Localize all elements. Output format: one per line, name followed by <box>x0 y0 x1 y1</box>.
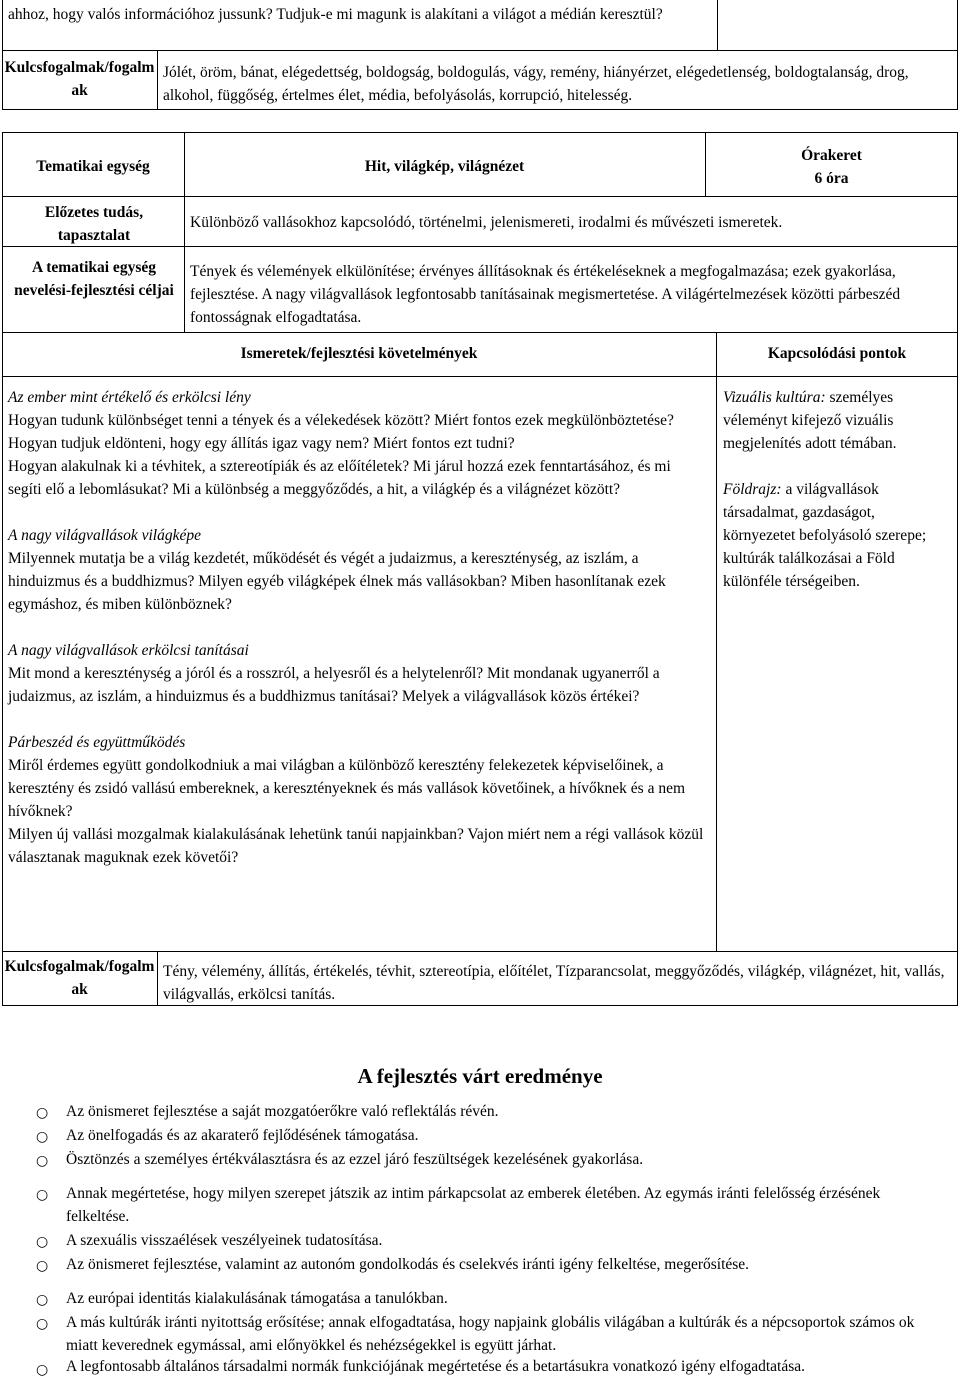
requirements-section <box>8 731 708 869</box>
link-subject: Vizuális kultúra: <box>723 389 826 406</box>
unit-title: Hit, világkép, világnézet <box>364 158 525 175</box>
top-table-vdivider <box>717 0 718 50</box>
top-keywords-label: Kulcsfogalmak/fogalmak <box>4 59 155 99</box>
unit-header-divider <box>2 196 958 197</box>
result-item: A szexuális visszaélések veszélyeinek tudatosítása. <box>66 1232 383 1249</box>
results-title: A fejlesztés várt eredménye <box>357 1064 603 1088</box>
unit-label: Tematikai egység <box>36 158 150 175</box>
section-paragraph: Miről érdemes együtt gondolkodniuk a mai világban a különböző keresztény felekezetek képviselőinek, a keresztény és zsidó vallású embereknek, a keresztényeknek és más vallások követőinek, a hívőknek és a nem hívőknek? <box>8 757 686 820</box>
section-title: A nagy világvallások világképe <box>8 527 201 544</box>
result-item: A más kultúrák iránti nyitottság erősítése; annak elfogadtatása, hogy napjaink globális világában a kultúrák és a népcsoportok számos ok miatt keverednek egymással, ami előnyökkel és nehézségekkel is együtt járhat. <box>66 1314 915 1354</box>
goals-text: Tények és vélemények elkülönítése; érvényes állításoknak és értékeléseknek a megfogalmazása; ezek gyakorlása, fejlesztése. A nagy világvallások legfontosabb tanításainak megismertetése. A világértelmezések közötti párbeszéd fontosságnak elfogadtatása. <box>190 263 901 326</box>
unit-req-header-divider <box>2 376 958 377</box>
prior-label: Előzetes tudás, tapasztalat <box>44 204 144 244</box>
link-item <box>723 478 951 593</box>
intro-text: ahhoz, hogy valós információhoz jussunk? Tudjuk-e mi magunk is alakítani a világot a médián keresztül? <box>8 6 663 23</box>
unit-keywords-text: Tény, vélemény, állítás, értékelés, tévhit, sztereotípia, előítélet, Tízparancsolat, meggyőződés, világkép, világnézet, hit, vallás, világvallás, erkölcsi tanítás. <box>163 963 945 1003</box>
unit-links-divider <box>716 332 717 951</box>
top-keywords-text: Jólét, öröm, bánat, elégedettség, boldogság, boldogulás, vágy, remény, hiányérzet, elégedetlenség, boldogtalanság, drog, alkohol, függőség, értelmes élet, média, befolyásolás, korrupció, hitelesség. <box>163 64 909 104</box>
section-title: Párbeszéd és együttműködés <box>8 734 186 751</box>
top-table-hdivider <box>2 50 958 51</box>
section-title: A nagy világvallások erkölcsi tanításai <box>8 642 249 659</box>
white-bullet-icon: ○ <box>36 1292 49 1308</box>
links-header: Kapcsolódási pontok <box>767 345 907 362</box>
white-bullet-icon: ○ <box>36 1316 49 1332</box>
unit-keywords-label: Kulcsfogalmak/fogalmak <box>4 958 155 998</box>
unit-keywords-vdivider <box>157 951 158 1006</box>
link-text: a világvallások társadalmat, gazdaságot, környezetet befolyásoló szerepe; kultúrák találkozásai a Föld különféle térségeiben. <box>723 481 927 590</box>
white-bullet-icon: ○ <box>36 1129 49 1145</box>
goals-label: A tematikai egység nevelési-fejlesztési céljai <box>14 259 174 299</box>
white-bullet-icon: ○ <box>36 1362 49 1378</box>
section-paragraph: Hogyan alakulnak ki a tévhitek, a sztereotípiák és az előítéletek? Mi járul hozzá ezek fenntartásához, és mi segíti elő a lebomlásukat? Mi a különbség a meggyőződés, a hit, a világkép és a világnézet között? <box>8 458 671 498</box>
result-item: Az önelfogadás és az akaraterő fejlődésének támogatása. <box>66 1127 419 1144</box>
link-subject: Földrajz: <box>723 481 782 498</box>
white-bullet-icon: ○ <box>36 1258 49 1274</box>
result-item: Az önismeret fejlesztése, valamint az autonóm gondolkodás és cselekvés iránti igény felkeltése, megerősítése. <box>66 1256 750 1273</box>
section-paragraph: Milyen új vallási mozgalmak kialakulásának lehetünk tanúi napjainkban? Vajon miért nem a régi vallások közül választanak maguknak ezek követői? <box>8 826 704 866</box>
white-bullet-icon: ○ <box>36 1105 49 1121</box>
requirements-section <box>8 639 708 708</box>
prior-text: Különböző vallásokhoz kapcsolódó, történelmi, jelenismereti, irodalmi és művészeti ismeretek. <box>190 214 783 231</box>
hours-label: Órakeret <box>801 147 862 164</box>
white-bullet-icon: ○ <box>36 1234 49 1250</box>
hours-value: 6 óra <box>814 170 849 187</box>
section-title: Az ember mint értékelő és erkölcsi lény <box>8 389 251 406</box>
requirements-header: Ismeretek/fejlesztési követelmények <box>240 345 478 362</box>
link-text: személyes véleményt kifejező vizuális megjelenítés adott témában. <box>723 389 897 452</box>
section-paragraph: Hogyan tudunk különbséget tenni a tények és a vélekedések között? Miért fontos ezek megkülönböztetése? Hogyan tudjuk eldönteni, hogy egy állítás igaz vagy nem? Miért fontos ezt tudni? <box>8 412 674 452</box>
result-item: A legfontosabb általános társadalmi normák funkciójának megértetése és a betartásukra vonatkozó igény elfogadtatása. <box>66 1358 805 1375</box>
white-bullet-icon: ○ <box>36 1153 49 1169</box>
result-item: Ösztönzés a személyes értékválasztásra és az ezzel járó feszültségek kezelésének gyakorlása. <box>66 1151 644 1168</box>
result-item: Annak megértetése, hogy milyen szerepet játszik az intim párkapcsolat az emberek életében. Az egymás iránti felelősség érzésének felkeltése. <box>66 1185 881 1225</box>
result-item: Az európai identitás kialakulásának támogatása a tanulókban. <box>66 1290 448 1307</box>
requirements-content <box>8 386 708 869</box>
top-keywords-divider <box>157 50 158 110</box>
unit-goals-divider <box>2 332 958 333</box>
requirements-section <box>8 386 708 501</box>
requirements-section <box>8 524 708 616</box>
result-item: Az önismeret fejlesztése a saját mozgatóerőkre való reflektálás révén. <box>66 1103 499 1120</box>
links-content <box>723 386 951 593</box>
link-item <box>723 386 951 455</box>
unit-keywords-divider <box>2 951 958 952</box>
section-paragraph: Mit mond a kereszténység a jóról és a rosszról, a helyesről és a helytelenről? Mit mondanak ugyanerről a judaizmus, az iszlám, a hinduizmus és a buddhizmus tanításai? Melyek a világvallások közös értékei? <box>8 665 660 705</box>
white-bullet-icon: ○ <box>36 1187 49 1203</box>
section-paragraph: Milyennek mutatja be a világ kezdetét, működését és végét a judaizmus, a kereszténység, az iszlám, a hinduizmus és a buddhizmus? Milyen egyéb világképek élnek más vallásokban? Miben hasonlítanak ezek egymáshoz, és miben különböznek? <box>8 550 666 613</box>
